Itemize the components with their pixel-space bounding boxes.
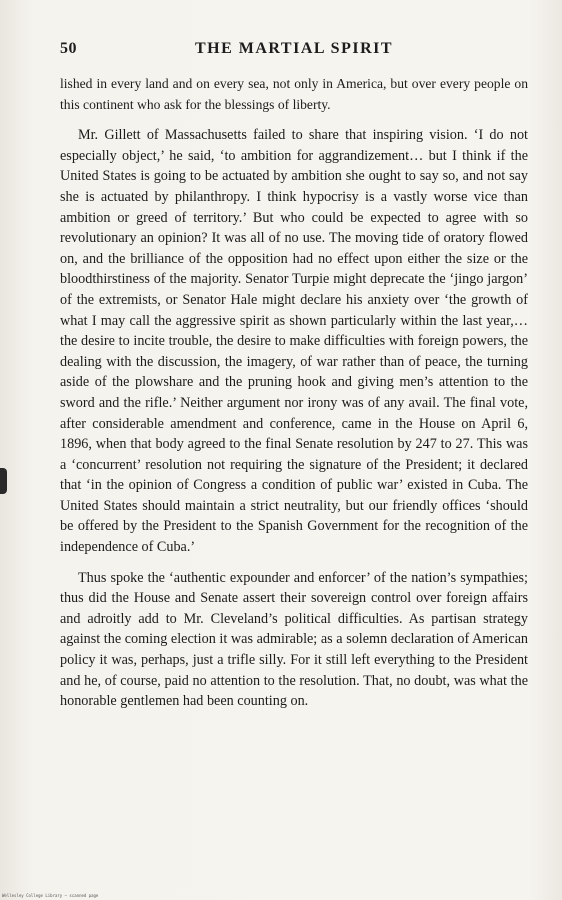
body-text xyxy=(60,74,528,712)
paragraph-continuation: lished in every land and on every sea, not only in America, but over every people on this continent who ask for the blessings of liberty. xyxy=(60,76,528,112)
scan-footer-stamp: Wellesley College Library — scanned page xyxy=(2,893,99,898)
binding-edge-mark xyxy=(0,468,7,494)
paragraph-conclusion: Thus spoke the ‘authentic expounder and enforcer’ of the nation’s sympathies; thus did the House and Senate assert their sovereign control over foreign affairs and adroitly add to Mr. Cleveland’s political difficulties. As partisan strategy against the coming election it was admirable; as a solemn declaration of American policy it was, perhaps, just a trifle silly. For it still left everything to the President and he, of course, paid no attention to the resolution. That, no doubt, was what the honorable gentlemen had been counting on. xyxy=(60,569,528,710)
paragraph-gillett: Mr. Gillett of Massachusetts failed to share that inspiring vision. ‘I do not especially object,’ he said, ‘to ambition for aggrandizement… but I think if the United States is going to be actuated by ambition she ought to say so, and not say she is actuated by philanthropy. I think hypocrisy is a vastly worse vice than ambition or greed of territory.’ But who could be expected to agree with so revolutionary an opinion? It was all of no use. The moving tide of oratory flowed on, and the brilliance of the opposition had no effect upon either the size or the bloodthirstiness of the majority. Senator Turpie might deprecate the ‘jingo jargon’ of the extremists, or Senator Hale might declare his anxiety over ‘the growth of what I may call the aggressive spirit as shown particularly within the last year,… the desire to incite trouble, the desire to make difficulties with foreign powers, the dealing with the discussion, the imagery, of war rather than of peace, the turning aside of the plowshare and the pruning hook and giving men’s attention to the sword and the rifle.’ Neither argument nor irony was of any avail. The final vote, after considerable amendment and conference, came in the House on April 6, 1896, when that body agreed to the final Senate resolution by 247 to 27. This was a ‘concurrent’ resolution not requiring the signature of the President; it declared that ‘in the opinion of Congress a condition of public war’ existed in Cuba. The United States should maintain a strict neutrality, but our friendly offices ‘should be offered by the President to the Spanish Government for the recognition of the independence of Cuba.’ xyxy=(60,127,528,556)
page-number: 50 xyxy=(60,40,77,57)
page-header xyxy=(60,40,528,64)
running-head: THE MARTIAL SPIRIT xyxy=(194,40,394,57)
